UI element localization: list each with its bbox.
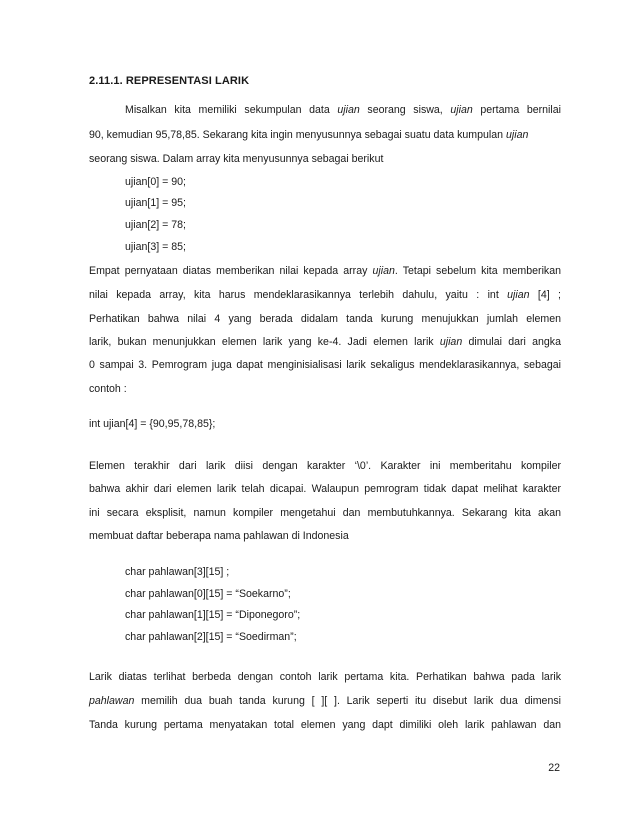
- paragraph-line: [89, 264, 561, 278]
- italic-term: ujian: [337, 104, 360, 116]
- paragraph-line: membuat daftar beberapa nama pahlawan di Indonesia: [89, 530, 349, 542]
- paragraph-line: contoh :: [89, 383, 127, 395]
- italic-term: ujian: [507, 289, 530, 301]
- code-line: int ujian[4] = {90,95,78,85};: [89, 418, 216, 430]
- paragraph-line: [89, 694, 561, 708]
- paragraph-line: [89, 288, 561, 302]
- italic-term: ujian: [439, 336, 463, 348]
- paragraph-line: ini secara eksplisit, namun kompiler mengetahui dan membutuhkannya. Sekarang kita akan: [89, 507, 561, 519]
- paragraph-line: [89, 335, 561, 349]
- paragraph-line: Perhatikan bahwa nilai 4 yang berada didalam tanda kurung menujukkan jumlah elemen: [89, 313, 561, 325]
- code-line: ujian[2] = 78;: [125, 219, 186, 231]
- paragraph-line: Tanda kurung pertama menyatakan total elemen yang dapt dimiliki oleh larik pahlawan dan: [89, 719, 561, 731]
- paragraph-line: [89, 128, 528, 142]
- code-line: char pahlawan[3][15] ;: [125, 566, 230, 578]
- code-line: ujian[0] = 90;: [125, 176, 186, 188]
- code-line: char pahlawan[2][15] = “Soedirman”;: [125, 631, 297, 643]
- code-line: char pahlawan[1][15] = “Diponegoro”;: [125, 609, 301, 621]
- text-span: Misalkan kita memiliki sekumpulan data: [125, 104, 338, 116]
- text-span: larik, bukan menunjukkan elemen larik yang ke-4. Jadi elemen larik: [89, 336, 440, 348]
- italic-term: ujian: [450, 104, 473, 116]
- paragraph-line: Elemen terakhir dari larik diisi dengan karakter ‘\0’. Karakter ini memberitahu kompiler: [89, 460, 561, 472]
- paragraph-line: Larik diatas terlihat berbeda dengan contoh larik pertama kita. Perhatikan bahwa pada larik: [89, 671, 561, 683]
- text-span: pertama bernilai: [472, 104, 562, 116]
- text-span: 90, kemudian 95,78,85. Sekarang kita ingin menyusunnya sebagai suatu data kumpulan: [89, 129, 506, 141]
- text-span: seorang siswa,: [359, 104, 451, 116]
- text-span: memilih dua buah tanda kurung [ ][ ]. Larik seperti itu disebut larik dua dimensi: [134, 695, 561, 707]
- page-number: 22: [548, 762, 560, 774]
- text-span: . Tetapi sebelum kita memberikan: [394, 265, 562, 277]
- paragraph-line: seorang siswa. Dalam array kita menyusunnya sebagai berikut: [89, 153, 384, 165]
- code-line: ujian[3] = 85;: [125, 241, 186, 253]
- italic-term: pahlawan: [89, 695, 135, 707]
- code-line: ujian[1] = 95;: [125, 197, 186, 209]
- text-span: Empat pernyataan diatas memberikan nilai kepada array: [89, 265, 373, 277]
- paragraph-line: bahwa akhir dari elemen larik telah dicapai. Walaupun pemrogram tidak dapat melihat karakter: [89, 483, 561, 495]
- italic-term: ujian: [372, 265, 395, 277]
- text-span: nilai kepada array, kita harus mendeklarasikannya terlebih dahulu, yaitu : int: [89, 289, 508, 301]
- text-span: dimulai dari angka: [462, 336, 561, 348]
- italic-term: ujian: [505, 129, 529, 141]
- section-heading: 2.11.1. REPRESENTASI LARIK: [89, 75, 250, 87]
- paragraph-line: 0 sampai 3. Pemrogram juga dapat menginisialisasi larik sekaligus mendeklarasikannya, sebagai: [89, 359, 561, 371]
- code-line: char pahlawan[0][15] = “Soekarno”;: [125, 588, 291, 600]
- paragraph-line: [125, 103, 561, 117]
- text-span: [4] ;: [529, 289, 561, 301]
